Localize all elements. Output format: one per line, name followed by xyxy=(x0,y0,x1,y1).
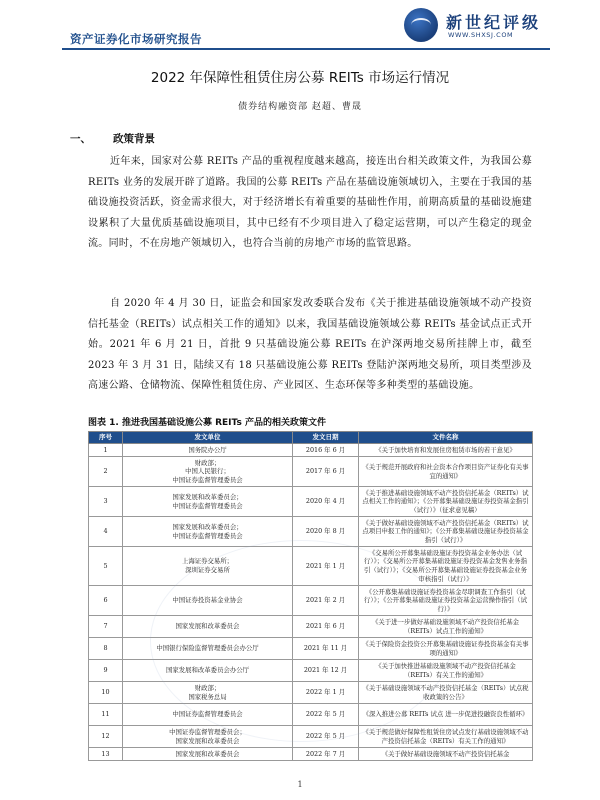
issuing-unit: 财政部； 国家税务总局 xyxy=(123,682,293,704)
issuing-unit: 中国证券监督管理委员会 xyxy=(123,704,293,726)
report-series-title: 资产证券化市场研究报告 xyxy=(70,32,202,46)
issue-date: 2016 年 6 月 xyxy=(293,444,359,457)
table-row xyxy=(89,487,533,517)
column-header-document: 文件名称 xyxy=(359,432,533,444)
document-name: 《深入推进公募 REITs 试点 进一步促进投融资良性循环》 xyxy=(359,704,533,726)
document-name: 《关于推进基础设施领域不动产投资信托基金（REITs）试点相关工作的通知》；《公开募集基础设施证券投资基金指引（试行）》（征求意见稿） xyxy=(359,487,533,517)
issuing-unit: 中国证券监督管理委员会； 国家发展和改革委员会 xyxy=(123,726,293,748)
issue-date: 2021 年 6 月 xyxy=(293,616,359,638)
table-row xyxy=(89,547,533,586)
table-row xyxy=(89,444,533,457)
row-number: 12 xyxy=(89,726,123,748)
document-name: 《关于保险资金投资公开募集基础设施证券投资基金有关事项的通知》 xyxy=(359,638,533,660)
issue-date: 2022 年 7 月 xyxy=(293,748,359,761)
issue-date: 2017 年 6 月 xyxy=(293,457,359,487)
section-heading xyxy=(70,131,177,146)
issuing-unit: 国家发展和改革委员会； 中国证券监督管理委员会 xyxy=(123,517,293,547)
page-number: 1 xyxy=(297,780,303,789)
table-row xyxy=(89,586,533,616)
table-row xyxy=(89,616,533,638)
document-name: 《关于基础设施领域不动产投资信托基金（REITs）试点税收政策的公告》 xyxy=(359,682,533,704)
issuing-unit: 国家发展和改革委员会； 中国证券监督管理委员会 xyxy=(123,487,293,517)
issuing-unit: 财政部； 中国人民银行； 中国证券监督管理委员会 xyxy=(123,457,293,487)
table-row xyxy=(89,704,533,726)
document-title: 2022 年保障性租赁住房公募 REITs 市场运行情况 xyxy=(150,70,450,86)
header-divider xyxy=(62,48,550,50)
document-name: 《公开募集基础设施证券投资基金尽职调查工作指引（试行）》；《公开募集基础设施证券投资基金运营操作指引（试行）》 xyxy=(359,586,533,616)
row-number: 5 xyxy=(89,547,123,586)
row-number: 2 xyxy=(89,457,123,487)
table-row xyxy=(89,638,533,660)
paragraph-policy-background: 近年来，国家对公募 REITs 产品的重视程度越来越高，接连出台相关政策文件，为我国公募 REITs 业务的发展开辟了道路。我国的公募 REITs 产品在基础设施领域切入，主要在于我国的基础设施投资活跃，资金需求很大，对于经济增长有着重要的基础性作用，前期高质量的基础设施建设累积了大量优质基础设施项目，其中已经有不少项目进入了稳定运营期，可以产生稳定的现金流。同时，不在房地产领域切入，也符合当前的房地产市场的监管思路。 xyxy=(88,156,532,249)
company-logo xyxy=(404,8,554,44)
logo-name: 新世纪评级 xyxy=(446,13,542,32)
row-number: 3 xyxy=(89,487,123,517)
column-header-date: 发文日期 xyxy=(293,432,359,444)
table-row xyxy=(89,726,533,748)
column-header-unit: 发文单位 xyxy=(123,432,293,444)
globe-logo-icon xyxy=(404,8,438,42)
policy-documents-table xyxy=(88,431,533,761)
table-row xyxy=(89,660,533,682)
issuing-unit: 国家发展和改革委员会 xyxy=(123,616,293,638)
issue-date: 2021 年 11 月 xyxy=(293,638,359,660)
issue-date: 2022 年 5 月 xyxy=(293,704,359,726)
document-name: 《交易所公开募集基础设施证券投资基金业务办法（试行）》；《交易所公开募集基础设施证券投资基金发售业务指引（试行）》；《交易所公开募集基础设施证券投资基金业务审核指引（试行）》 xyxy=(359,547,533,586)
table-row xyxy=(89,682,533,704)
figure-caption: 图表 1. 推进我国基础设施公募 REITs 产品的相关政策文件 xyxy=(88,418,326,428)
issue-date: 2022 年 5 月 xyxy=(293,726,359,748)
issue-date: 2021 年 12 月 xyxy=(293,660,359,682)
row-number: 11 xyxy=(89,704,123,726)
row-number: 13 xyxy=(89,748,123,761)
row-number: 4 xyxy=(89,517,123,547)
document-name: 《关于规范开展政府和社会资本合作项目资产证券化有关事宜的通知》 xyxy=(359,457,533,487)
row-number: 10 xyxy=(89,682,123,704)
document-name: 《关于进一步做好基础设施领域不动产投资信托基金（REITs）试点工作的通知》 xyxy=(359,616,533,638)
table-row xyxy=(89,748,533,761)
issue-date: 2020 年 4 月 xyxy=(293,487,359,517)
issue-date: 2022 年 1 月 xyxy=(293,682,359,704)
document-name: 《关于加快推进基础设施领域不动产投资信托基金（REITs）有关工作的通知》 xyxy=(359,660,533,682)
logo-url: WWW.SHXSJ.COM xyxy=(448,31,514,39)
column-header-number: 序号 xyxy=(89,432,123,444)
issuing-unit: 国务院办公厅 xyxy=(123,444,293,457)
page-header xyxy=(0,0,600,52)
issuing-unit: 国家发展和改革委员会 xyxy=(123,748,293,761)
row-number: 1 xyxy=(89,444,123,457)
table-row xyxy=(89,457,533,487)
issuing-unit: 国家发展和改革委员会办公厅 xyxy=(123,660,293,682)
paragraph-reits-history: 自 2020 年 4 月 30 日，证监会和国家发改委联合发布《关于推进基础设施领域不动产投资信托基金（REITs）试点相关工作的通知》以来，我国基础设施领域公募 REITs 基金试点正式开始。2021 年 6 月 21 日，首批 9 只基础设施公募 REITs 在沪深两地交易所挂牌上市，截至 2023 年 3 月 31 日，陆续又有 18 只基础设施公募 REITs 登陆沪深两地交易所，项目类型涉及高速公路、仓储物流、保障性租赁住房、产业园区、生态环保等多种类型的基础设施。 xyxy=(88,298,532,391)
document-name: 《关于加快培育和发展住房租赁市场的若干意见》 xyxy=(359,444,533,457)
issue-date: 2021 年 1 月 xyxy=(293,547,359,586)
document-name: 《关于规范做好保障性租赁住房试点发行基础设施领域不动产投资信托基金（REITs）有关工作的通知》 xyxy=(359,726,533,748)
section-title: 政策背景 xyxy=(113,133,155,145)
issue-date: 2021 年 2 月 xyxy=(293,586,359,616)
row-number: 7 xyxy=(89,616,123,638)
document-name: 《关于做好基础设施领域不动产投资信托基金 xyxy=(359,748,533,761)
document-name: 《关于做好基础设施领域不动产投资信托基金（REITs）试点项目申报工作的通知》；《公开募集基础设施证券投资基金指引（试行）》 xyxy=(359,517,533,547)
issuing-unit: 上海证券交易所； 深圳证券交易所 xyxy=(123,547,293,586)
row-number: 8 xyxy=(89,638,123,660)
table-row xyxy=(89,517,533,547)
document-authors: 债券结构融资部 赵超、曹晟 xyxy=(238,102,362,112)
section-number: 一、 xyxy=(70,133,91,145)
table-header-row xyxy=(89,432,533,444)
row-number: 6 xyxy=(89,586,123,616)
row-number: 9 xyxy=(89,660,123,682)
issue-date: 2020 年 8 月 xyxy=(293,517,359,547)
issuing-unit: 中国银行保险监督管理委员会办公厅 xyxy=(123,638,293,660)
issuing-unit: 中国证券投资基金业协会 xyxy=(123,586,293,616)
